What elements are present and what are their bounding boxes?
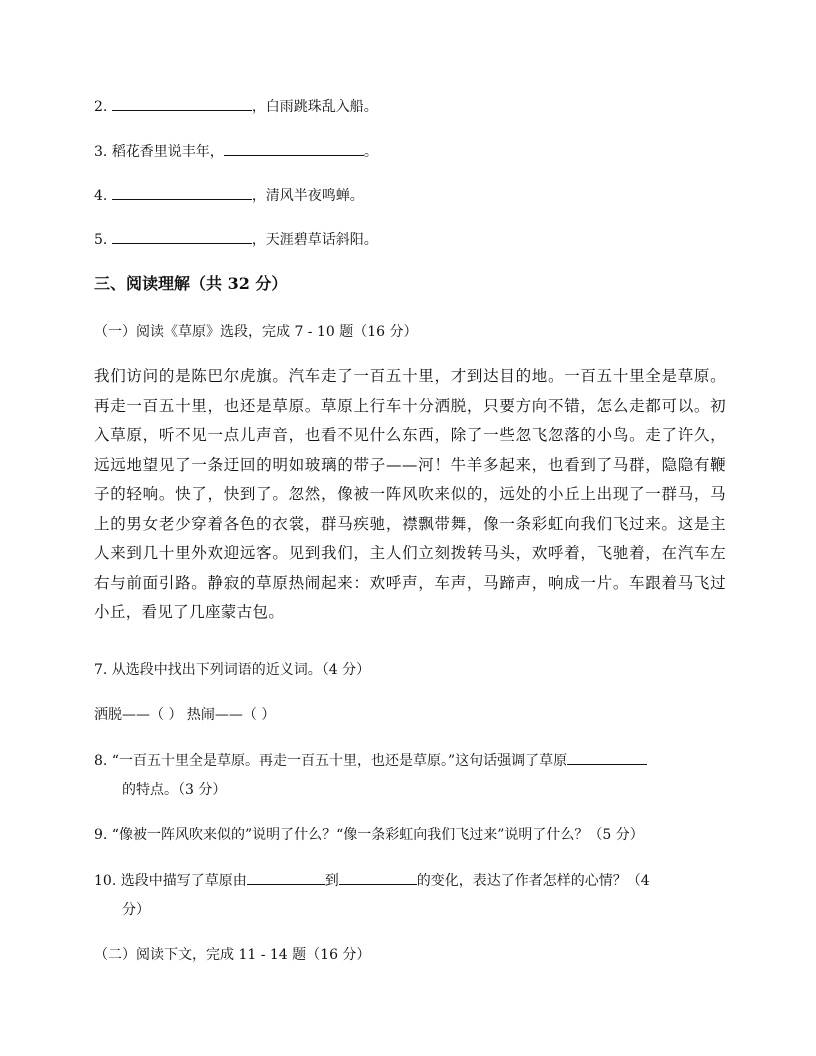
question-text: 的变化，表达了作者怎样的心情？（4 bbox=[416, 873, 650, 889]
question-9: 9. “像被一阵风吹来似的”说明了什么？“像一条彩虹向我们飞过来”说明了什么？（5 分） bbox=[94, 827, 644, 843]
question-7: 7. 从选段中找出下列词语的近义词。（4 分） bbox=[94, 662, 371, 678]
poem-item-3 bbox=[94, 141, 378, 162]
question-text: 到 bbox=[324, 873, 339, 889]
answer-blank[interactable] bbox=[112, 229, 252, 244]
item-number: 5. bbox=[94, 232, 108, 248]
question-8 bbox=[94, 750, 647, 771]
question-10 bbox=[94, 870, 650, 891]
item-number: 2. bbox=[94, 99, 108, 115]
item-text: ，清风半夜鸣蝉。 bbox=[251, 188, 364, 204]
answer-blank[interactable] bbox=[224, 141, 364, 156]
item-text: 。 bbox=[363, 144, 378, 160]
item-number: 4. bbox=[94, 188, 108, 204]
question-8-continued: 的特点。（3 分） bbox=[122, 782, 227, 798]
question-text: 8. “一百五十里全是草原。再走一百五十里，也还是草原。”这句话强调了草原 bbox=[94, 753, 568, 769]
part2-heading: （二）阅读下文，完成 11 - 14 题（16 分） bbox=[94, 947, 371, 963]
item-text: ，白雨跳珠乱入船。 bbox=[251, 99, 378, 115]
part1-heading: （一）阅读《草原》选段，完成 7 - 10 题（16 分） bbox=[94, 324, 418, 340]
reading-passage: 我们访问的是陈巴尔虎旗。汽车走了一百五十里，才到达目的地。一百五十里全是草原。再走一百五十里，也还是草原。草原上行车十分洒脱，只要方向不错，怎么走都可以。初入草原，听不见一点儿声音，也看不见什么东西，除了一些忽飞忽落的小鸟。走了许久，远远地望见了一条迂回的明如玻璃的带子——河！牛羊多起来，也看到了马群，隐隐有鞭子的轻响。快了，快到了。忽然，像被一阵风吹来似的，远处的小丘上出现了一群马，马上的男女老少穿着各色的衣裳，群马疾驰，襟飘带舞，像一条彩虹向我们飞过来。这是主人来到几十里外欢迎远客。见到我们，主人们立刻拨转马头，欢呼着，飞驰着，在汽车左右与前面引路。静寂的草原热闹起来：欢呼声，车声，马蹄声，响成一片。车跟着马飞过小丘，看见了几座蒙古包。 bbox=[94, 367, 726, 621]
item-number: 3. bbox=[94, 144, 108, 160]
poem-item-2 bbox=[94, 96, 378, 117]
answer-blank[interactable] bbox=[112, 185, 252, 200]
question-10-continued: 分） bbox=[122, 902, 150, 918]
question-text: 10. 选段中描写了草原由 bbox=[94, 873, 247, 889]
item-text: ，天涯碧草话斜阳。 bbox=[251, 232, 378, 248]
answer-blank[interactable] bbox=[247, 870, 325, 885]
poem-item-5 bbox=[94, 229, 378, 250]
item-text: 稻花香里说丰年， bbox=[111, 144, 224, 160]
section-heading: 三、阅读理解（共 32 分） bbox=[94, 274, 288, 293]
answer-blank[interactable] bbox=[567, 750, 647, 765]
question-7-answer-line: 洒脱——（ ） 热闹——（ ） bbox=[94, 707, 276, 723]
answer-blank[interactable] bbox=[339, 870, 417, 885]
poem-item-4 bbox=[94, 185, 364, 206]
answer-blank[interactable] bbox=[112, 96, 252, 111]
